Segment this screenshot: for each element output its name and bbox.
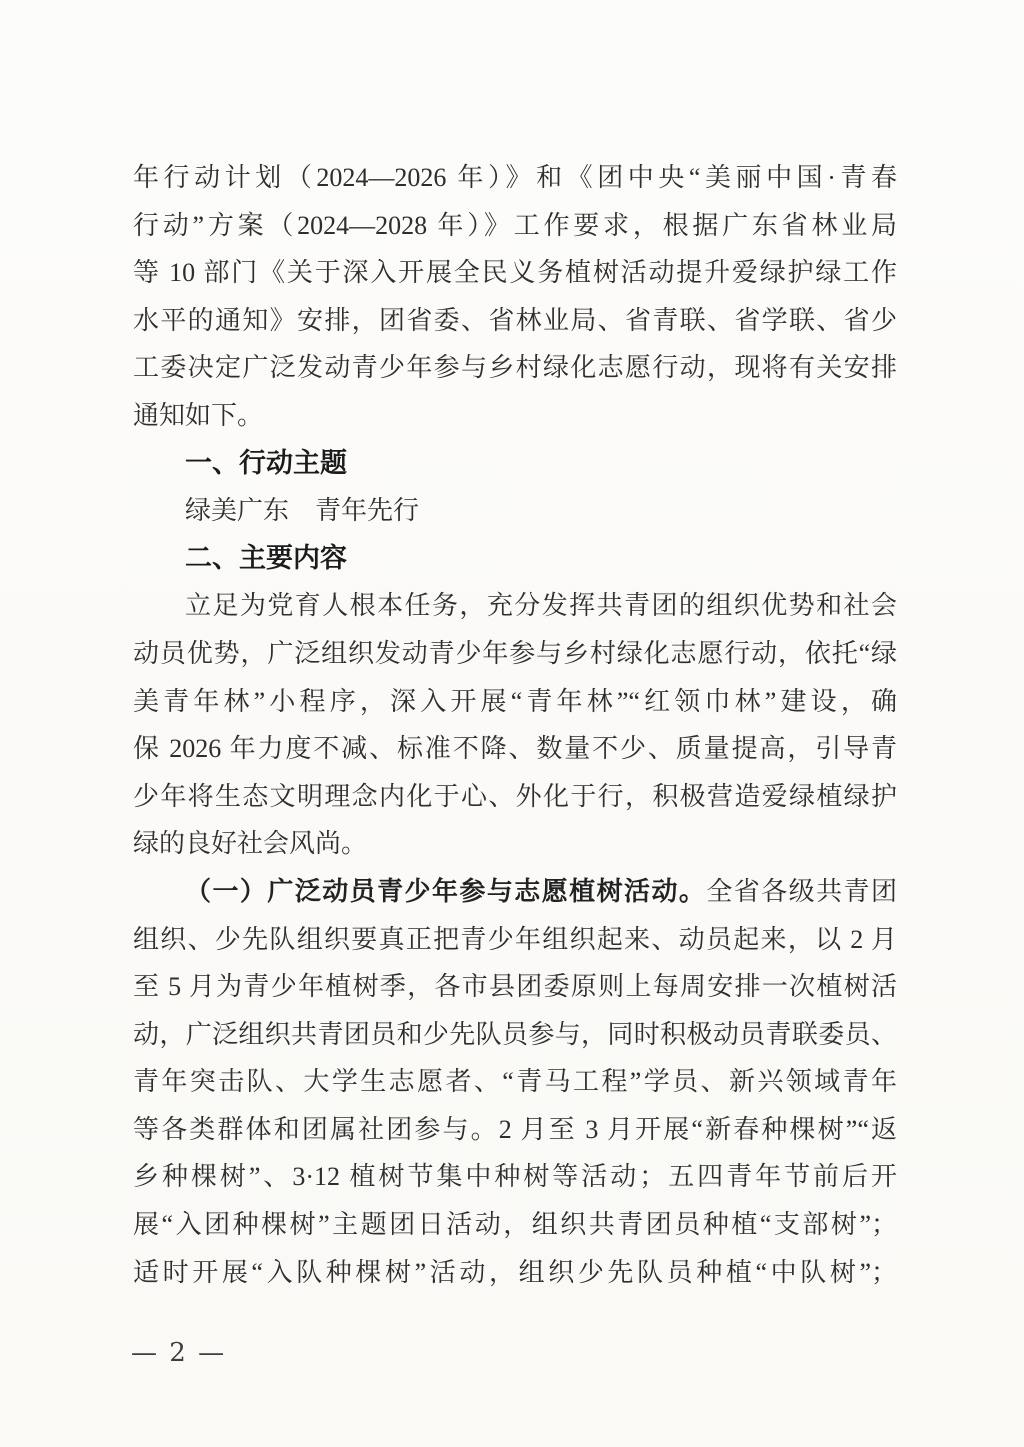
text-line-p2-8: 展“入团种棵树”主题团日活动，组织共青团员种植“支部树”； [133, 1210, 897, 1240]
text-line-p2-4: 动，广泛组织共青团员和少先队员参与，同时积极动员青联委员、 [133, 1019, 897, 1049]
text-line-p1-1: 立足为党育人根本任务，充分发挥共青团的组织优势和社会 [185, 591, 897, 621]
document-text [133, 154, 897, 1296]
text-line-intro-6: 通知如下。 [133, 400, 264, 430]
text-line-p2-6: 等各类群体和团属社团参与。2 月至 3 月开展“新春种棵树”“返 [133, 1114, 897, 1144]
section-1-heading: 一、行动主题 [185, 447, 347, 478]
text-line-p1-5: 少年将生态文明理念内化于心、外化于行，积极营造爱绿植绿护 [133, 781, 897, 811]
subsection-1-lead-rest: 全省各级共青团 [706, 876, 897, 906]
text-line-p2-5: 青年突击队、大学生志愿者、“青马工程”学员、新兴领域青年 [133, 1067, 897, 1097]
text-line-intro-5: 工委决定广泛发动青少年参与乡村绿化志愿行动，现将有关安排 [133, 353, 897, 383]
page-number: — 2 — [131, 1338, 227, 1368]
text-line-p1-4: 保 2026 年力度不减、标准不降、数量不少、质量提高，引导青 [133, 734, 897, 764]
text-line-intro-3: 等 10 部门《关于深入开展全民义务植树活动提升爱绿护绿工作 [133, 258, 897, 288]
text-line-p1-2: 动员优势，广泛组织发动青少年参与乡村绿化志愿行动，依托“绿 [133, 638, 897, 668]
text-line-intro-2: 行动”方案（2024—2028 年）》工作要求，根据广东省林业局 [133, 210, 897, 240]
section-2-heading: 二、主要内容 [185, 542, 347, 573]
text-line-p2-7: 乡种棵树”、3·12 植树节集中种树等活动；五四青年节前后开 [133, 1162, 897, 1192]
text-line-intro-4: 水平的通知》安排，团省委、省林业局、省青联、省学联、省少 [133, 305, 897, 335]
text-line-p2-3: 至 5 月为青少年植树季，各市县团委原则上每周安排一次植树活 [133, 972, 897, 1002]
subsection-1-lead: （一）广泛动员青少年参与志愿植树活动。 [185, 876, 707, 906]
text-line-p1-3: 美青年林”小程序，深入开展“青年林”“红领巾林”建设，确 [133, 686, 897, 716]
text-line-p1-6: 绿的良好社会风尚。 [133, 829, 368, 859]
section-1-body: 绿美广东 青年先行 [185, 496, 420, 526]
text-line-intro-1: 年行动计划（2024—2026 年）》和《团中央“美丽中国·青春 [133, 163, 897, 192]
text-line-p2-2: 组织、少先队组织要真正把青少年组织起来、动员起来，以 2 月 [133, 924, 897, 954]
text-line-p2-9: 适时开展“入队种棵树”活动，组织少先队员种植“中队树”； [133, 1257, 897, 1287]
subsection-1-lead-line [133, 868, 897, 916]
